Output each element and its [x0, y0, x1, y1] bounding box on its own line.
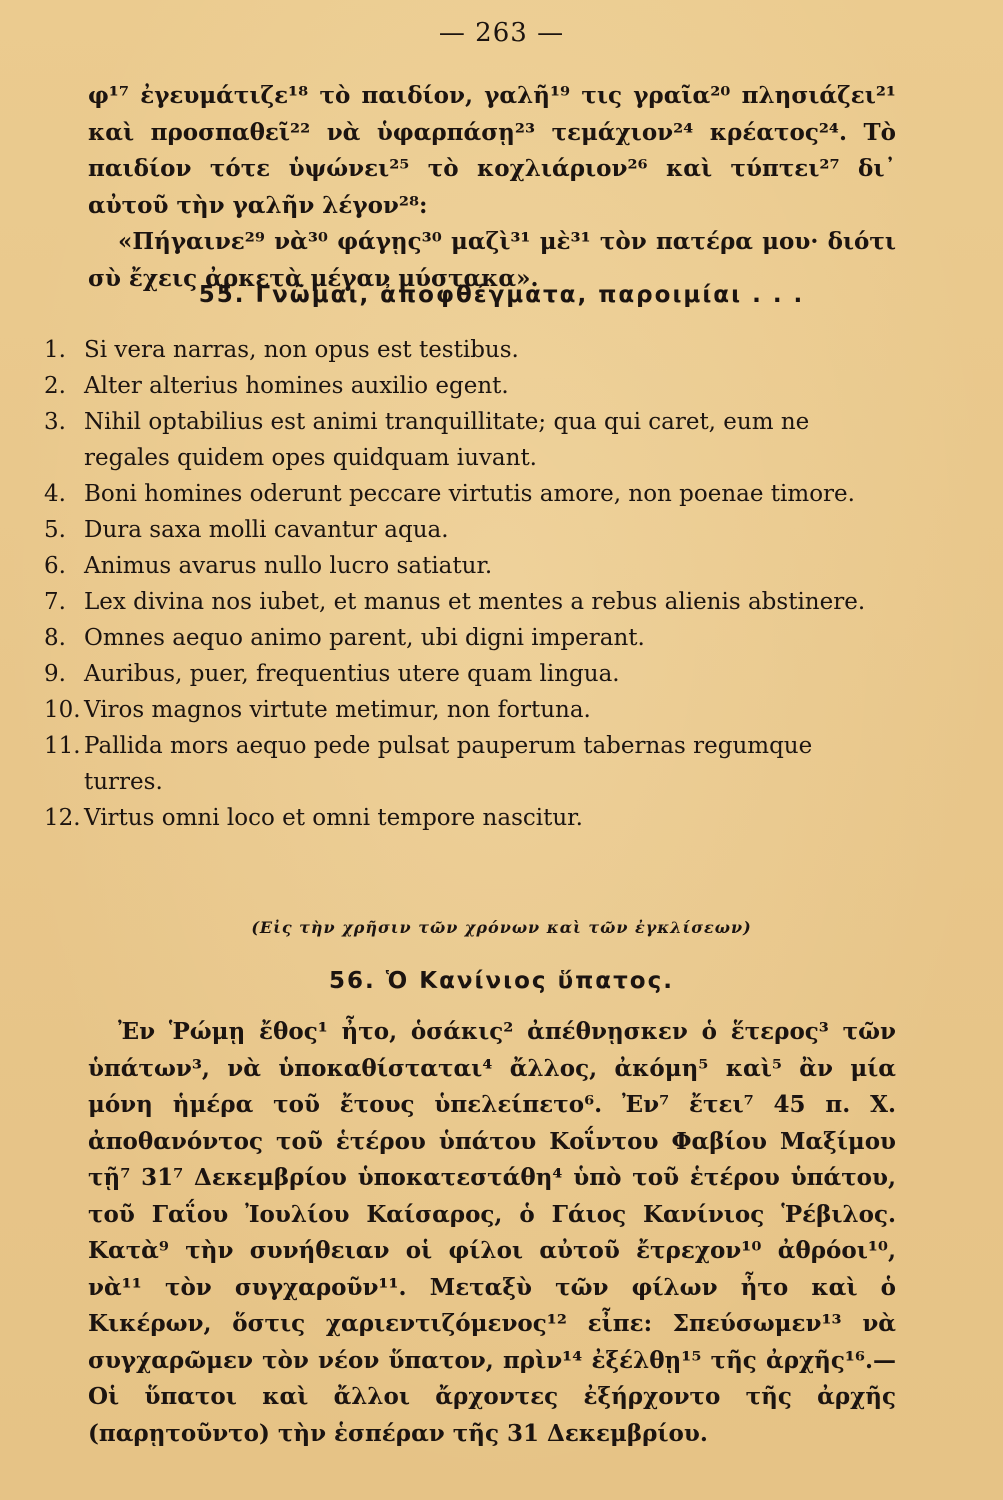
- maxim-item: [44, 332, 896, 368]
- maxim-number: 2.: [44, 373, 66, 399]
- maxim-item: [44, 368, 896, 404]
- maxim-number: 1.: [44, 337, 66, 363]
- intro-passage: [88, 78, 896, 297]
- section-55-title: 55. Γνῶμαι, ἀποφθέγματα, παροιμίαι . . .: [198, 282, 805, 308]
- maxim-text: Auribus, puer, frequentius utere quam lingua.: [84, 661, 620, 687]
- maxim-item: [44, 476, 896, 512]
- intro-quote: «Πήγαινε²⁹ νὰ³⁰ φάγῃς³⁰ μαζὶ³¹ μὲ³¹ τὸν πατέρα μου· διότι σὺ ἔχεις ἀρκετὰ μέγαν μύστακα».: [88, 228, 896, 292]
- maxim-number: 9.: [44, 661, 66, 687]
- maxim-number: 12.: [44, 805, 81, 831]
- story-text: Ἐν Ῥώμῃ ἔθος¹ ἦτο, ὁσάκις² ἀπέθνῃσκεν ὁ ἕτερος³ τῶν ὑπάτων³, νὰ ὑποκαθίσταται⁴ ἄλλος, ἀκόμη⁵ καὶ⁵ ἂν μία μόνη ἡμέρα τοῦ ἔτους ὑπελείπετο⁶. Ἐν⁷ ἔτει⁷ 45 π. Χ. ἀποθανόντος τοῦ ἑτέρου ὑπάτου Κοΐντου Φαβίου Μαξίμου τῇ⁷ 31⁷ Δεκεμβρίου ὑποκατεστάθη⁴ ὑπὸ τοῦ ἑτέρου ὑπάτου, τοῦ Γαΐου Ἰουλίου Καίσαρος, ὁ Γάιος Κανίνιος Ῥέβιλος. Κατὰ⁹ τὴν συνήθειαν οἱ φίλοι αὐτοῦ ἔτρεχον¹⁰ ἀθρόοι¹⁰, νὰ¹¹ τὸν συγχαροῦν¹¹. Μεταξὺ τῶν φίλων ἦτο καὶ ὁ Κικέρων, ὅστις χαριεντιζόμενος¹² εἶπε: Σπεύσωμεν¹³ νὰ συγχαρῶμεν τὸν νέον ὕπατον, πρὶν¹⁴ ἐξέλθῃ¹⁵ τῆς ἀρχῆς¹⁶.—Οἱ ὕπατοι καὶ ἄλλοι ἄρχοντες ἐξήρχοντο τῆς ἀρχῆς (παρῃτοῦντο) τὴν ἑσπέραν τῆς 31 Δεκεμβρίου.: [88, 1018, 896, 1447]
- maxim-text: Alter alterius homines auxilio egent.: [84, 373, 509, 399]
- maxim-number: 7.: [44, 589, 66, 615]
- maxim-number: 8.: [44, 625, 66, 651]
- intro-text: φ¹⁷ ἐγευμάτιζε¹⁸ τὸ παιδίον, γαλῆ¹⁹ τις γραῖα²⁰ πλησιάζει²¹ καὶ προσπαθεῖ²² νὰ ὑφαρπάσῃ²³ τεμάχιον²⁴ κρέατος²⁴. Τὸ παιδίον τότε ὑψώνει²⁵ τὸ κοχλιάριον²⁶ καὶ τύπτει²⁷ δι᾽ αὐτοῦ τὴν γαλῆν λέγον²⁸:: [88, 82, 896, 219]
- section-56-title: 56. Ὁ Κανίνιος ὕπατος.: [329, 968, 674, 994]
- story-passage: [88, 1014, 896, 1452]
- grammar-caption: (Εἰς τὴν χρῆσιν τῶν χρόνων καὶ τῶν ἐγκλίσεων): [251, 918, 752, 937]
- maxim-number: 5.: [44, 517, 66, 543]
- maxim-item: [44, 548, 896, 584]
- maxim-text: Virtus omni loco et omni tempore nascitur.: [84, 805, 583, 831]
- maxim-item: [44, 692, 896, 728]
- maxim-item: [44, 512, 896, 548]
- maxim-text: Boni homines oderunt peccare virtutis amore, non poenae timore.: [84, 481, 855, 507]
- maxim-number: 11.: [44, 733, 81, 759]
- maxim-text: Dura saxa molli cavantur aqua.: [84, 517, 449, 543]
- maxim-text: Nihil optabilius est animi tranquillitate; qua qui caret, eum ne regales quidem opes quidquam iuvant.: [84, 409, 810, 471]
- maxim-number: 3.: [44, 409, 66, 435]
- maxim-text: Pallida mors aequo pede pulsat pauperum tabernas regumque turres.: [84, 733, 813, 795]
- maxim-text: Omnes aequo animo parent, ubi digni imperant.: [84, 625, 645, 651]
- maxim-item: [44, 728, 896, 800]
- maxim-text: Animus avarus nullo lucro satiatur.: [84, 553, 493, 579]
- maxim-number: 10.: [44, 697, 81, 723]
- page-number: — 263 —: [438, 18, 565, 48]
- maxim-item: [44, 620, 896, 656]
- maxim-text: Viros magnos virtute metimur, non fortuna.: [84, 697, 591, 723]
- maxim-item: [44, 656, 896, 692]
- maxim-number: 6.: [44, 553, 66, 579]
- maxim-number: 4.: [44, 481, 66, 507]
- maxim-text: Si vera narras, non opus est testibus.: [84, 337, 519, 363]
- maxim-item: [44, 800, 896, 836]
- maxim-text: Lex divina nos iubet, et manus et mentes a rebus alienis abstinere.: [84, 589, 866, 615]
- maxims-list: [44, 332, 896, 836]
- maxim-item: [44, 404, 896, 476]
- maxim-item: [44, 584, 896, 620]
